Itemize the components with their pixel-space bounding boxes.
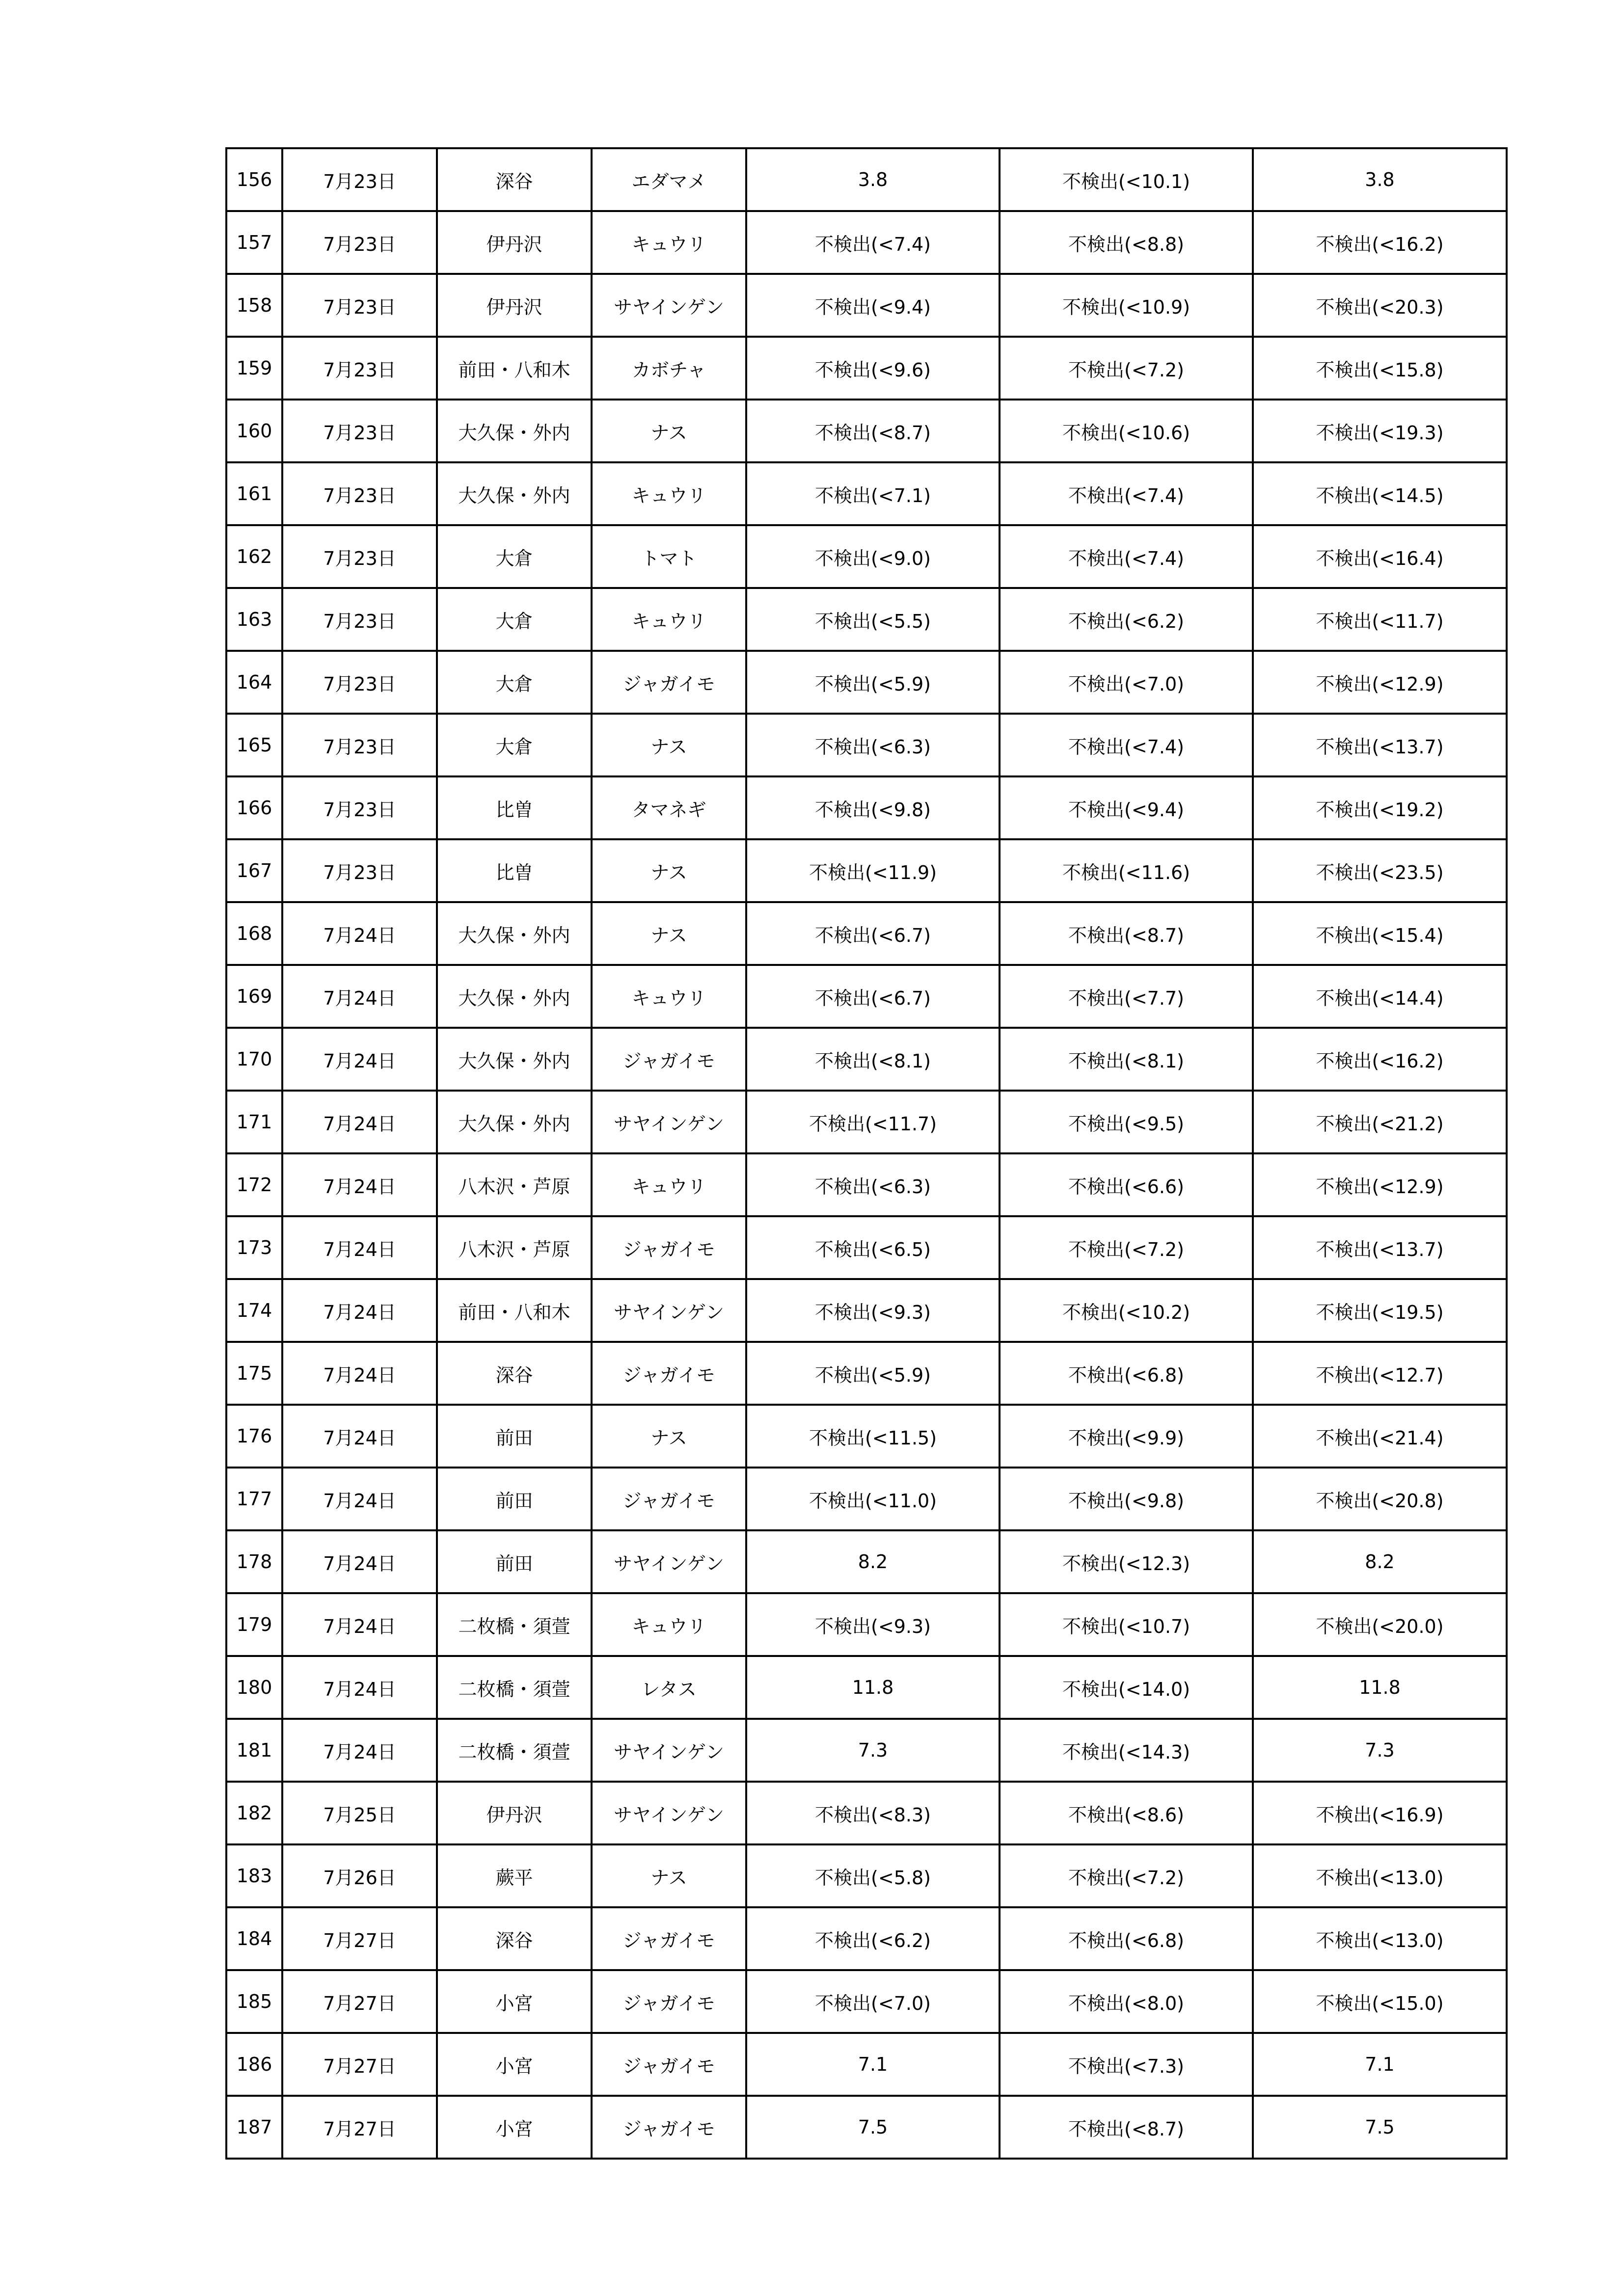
date-cell: 7月24日 [282, 1593, 437, 1656]
value-3-cell: 不検出(<16.2) [1253, 211, 1507, 274]
value-3-cell: 不検出(<20.3) [1253, 274, 1507, 337]
date-cell: 7月27日 [282, 2033, 437, 2096]
value-2-cell: 不検出(<9.9) [1000, 1405, 1253, 1468]
row-number-cell: 163 [226, 588, 282, 651]
value-3-cell: 3.8 [1253, 148, 1507, 211]
value-1-cell: 不検出(<6.3) [746, 714, 1000, 776]
value-3-cell: 不検出(<16.9) [1253, 1782, 1507, 1844]
value-3-cell: 8.2 [1253, 1530, 1507, 1593]
item-cell: ジャガイモ [592, 1970, 746, 2033]
value-1-cell: 不検出(<8.7) [746, 400, 1000, 462]
value-2-cell: 不検出(<11.6) [1000, 839, 1253, 902]
value-2-cell: 不検出(<8.7) [1000, 902, 1253, 965]
table-row [226, 776, 1507, 839]
value-3-cell: 不検出(<12.9) [1253, 1153, 1507, 1216]
row-number-cell: 186 [226, 2033, 282, 2096]
value-2-cell: 不検出(<7.0) [1000, 651, 1253, 714]
table-row [226, 839, 1507, 902]
table-row [226, 1844, 1507, 1907]
value-1-cell: 不検出(<11.9) [746, 839, 1000, 902]
date-cell: 7月24日 [282, 902, 437, 965]
row-number-cell: 159 [226, 337, 282, 400]
date-cell: 7月25日 [282, 1782, 437, 1844]
area-cell: 深谷 [437, 1907, 592, 1970]
row-number-cell: 165 [226, 714, 282, 776]
date-cell: 7月23日 [282, 651, 437, 714]
table-row [226, 525, 1507, 588]
value-2-cell: 不検出(<7.2) [1000, 1844, 1253, 1907]
item-cell: カボチャ [592, 337, 746, 400]
value-1-cell: 不検出(<7.0) [746, 1970, 1000, 2033]
item-cell: トマト [592, 525, 746, 588]
table-row [226, 1970, 1507, 2033]
row-number-cell: 161 [226, 462, 282, 525]
table-row [226, 1907, 1507, 1970]
row-number-cell: 172 [226, 1153, 282, 1216]
row-number-cell: 175 [226, 1342, 282, 1405]
table-row [226, 1468, 1507, 1530]
row-number-cell: 170 [226, 1028, 282, 1091]
item-cell: エダマメ [592, 148, 746, 211]
item-cell: ナス [592, 1844, 746, 1907]
value-3-cell: 不検出(<15.8) [1253, 337, 1507, 400]
item-cell: キュウリ [592, 588, 746, 651]
date-cell: 7月24日 [282, 1468, 437, 1530]
item-cell: ジャガイモ [592, 1468, 746, 1530]
value-1-cell: 不検出(<9.6) [746, 337, 1000, 400]
value-1-cell: 不検出(<6.2) [746, 1907, 1000, 1970]
date-cell: 7月23日 [282, 211, 437, 274]
value-3-cell: 不検出(<23.5) [1253, 839, 1507, 902]
value-2-cell: 不検出(<6.6) [1000, 1153, 1253, 1216]
value-3-cell: 不検出(<20.0) [1253, 1593, 1507, 1656]
value-2-cell: 不検出(<9.8) [1000, 1468, 1253, 1530]
value-1-cell: 不検出(<9.8) [746, 776, 1000, 839]
date-cell: 7月24日 [282, 1216, 437, 1279]
value-3-cell: 不検出(<19.3) [1253, 400, 1507, 462]
value-3-cell: 不検出(<15.0) [1253, 1970, 1507, 2033]
row-number-cell: 173 [226, 1216, 282, 1279]
value-1-cell: 不検出(<7.4) [746, 211, 1000, 274]
table-row [226, 2033, 1507, 2096]
table-row [226, 1782, 1507, 1844]
table-row [226, 400, 1507, 462]
item-cell: ジャガイモ [592, 2096, 746, 2159]
item-cell: サヤインゲン [592, 1530, 746, 1593]
value-2-cell: 不検出(<7.4) [1000, 462, 1253, 525]
value-1-cell: 不検出(<6.3) [746, 1153, 1000, 1216]
row-number-cell: 183 [226, 1844, 282, 1907]
area-cell: 大久保・外内 [437, 1028, 592, 1091]
row-number-cell: 179 [226, 1593, 282, 1656]
date-cell: 7月23日 [282, 776, 437, 839]
value-2-cell: 不検出(<8.6) [1000, 1782, 1253, 1844]
value-3-cell: 7.3 [1253, 1719, 1507, 1782]
area-cell: 八木沢・芦原 [437, 1216, 592, 1279]
item-cell: ジャガイモ [592, 2033, 746, 2096]
item-cell: ジャガイモ [592, 1028, 746, 1091]
row-number-cell: 166 [226, 776, 282, 839]
item-cell: サヤインゲン [592, 1279, 746, 1342]
area-cell: 大久保・外内 [437, 462, 592, 525]
value-1-cell: 不検出(<5.9) [746, 1342, 1000, 1405]
area-cell: 大倉 [437, 525, 592, 588]
table-row [226, 1153, 1507, 1216]
table-row [226, 1279, 1507, 1342]
area-cell: 比曽 [437, 776, 592, 839]
row-number-cell: 164 [226, 651, 282, 714]
row-number-cell: 168 [226, 902, 282, 965]
area-cell: 前田 [437, 1405, 592, 1468]
row-number-cell: 178 [226, 1530, 282, 1593]
area-cell: 大倉 [437, 651, 592, 714]
table-row [226, 1405, 1507, 1468]
value-1-cell: 不検出(<9.0) [746, 525, 1000, 588]
item-cell: サヤインゲン [592, 274, 746, 337]
row-number-cell: 158 [226, 274, 282, 337]
value-3-cell: 不検出(<13.7) [1253, 1216, 1507, 1279]
row-number-cell: 174 [226, 1279, 282, 1342]
area-cell: 深谷 [437, 1342, 592, 1405]
area-cell: 大久保・外内 [437, 965, 592, 1028]
area-cell: 二枚橋・須萱 [437, 1593, 592, 1656]
value-2-cell: 不検出(<10.6) [1000, 400, 1253, 462]
item-cell: ナス [592, 839, 746, 902]
item-cell: タマネギ [592, 776, 746, 839]
value-2-cell: 不検出(<14.3) [1000, 1719, 1253, 1782]
item-cell: サヤインゲン [592, 1091, 746, 1153]
date-cell: 7月23日 [282, 525, 437, 588]
value-1-cell: 3.8 [746, 148, 1000, 211]
item-cell: ナス [592, 714, 746, 776]
area-cell: 伊丹沢 [437, 274, 592, 337]
value-1-cell: 不検出(<11.5) [746, 1405, 1000, 1468]
value-1-cell: 7.1 [746, 2033, 1000, 2096]
date-cell: 7月24日 [282, 1091, 437, 1153]
value-3-cell: 不検出(<21.2) [1253, 1091, 1507, 1153]
row-number-cell: 181 [226, 1719, 282, 1782]
value-2-cell: 不検出(<8.1) [1000, 1028, 1253, 1091]
item-cell: キュウリ [592, 211, 746, 274]
item-cell: ナス [592, 1405, 746, 1468]
value-2-cell: 不検出(<7.2) [1000, 1216, 1253, 1279]
value-1-cell: 不検出(<6.7) [746, 965, 1000, 1028]
item-cell: キュウリ [592, 462, 746, 525]
item-cell: キュウリ [592, 1593, 746, 1656]
value-1-cell: 不検出(<5.9) [746, 651, 1000, 714]
value-2-cell: 不検出(<14.0) [1000, 1656, 1253, 1719]
area-cell: 深谷 [437, 148, 592, 211]
table-row [226, 965, 1507, 1028]
date-cell: 7月24日 [282, 965, 437, 1028]
value-3-cell: 7.5 [1253, 2096, 1507, 2159]
area-cell: 八木沢・芦原 [437, 1153, 592, 1216]
area-cell: 比曽 [437, 839, 592, 902]
value-1-cell: 不検出(<9.3) [746, 1279, 1000, 1342]
value-1-cell: 7.5 [746, 2096, 1000, 2159]
value-3-cell: 7.1 [1253, 2033, 1507, 2096]
table-row [226, 1530, 1507, 1593]
date-cell: 7月23日 [282, 337, 437, 400]
value-3-cell: 不検出(<20.8) [1253, 1468, 1507, 1530]
row-number-cell: 176 [226, 1405, 282, 1468]
item-cell: レタス [592, 1656, 746, 1719]
value-1-cell: 不検出(<8.3) [746, 1782, 1000, 1844]
date-cell: 7月27日 [282, 1970, 437, 2033]
date-cell: 7月24日 [282, 1342, 437, 1405]
value-3-cell: 不検出(<11.7) [1253, 588, 1507, 651]
row-number-cell: 162 [226, 525, 282, 588]
value-1-cell: 8.2 [746, 1530, 1000, 1593]
value-3-cell: 不検出(<14.5) [1253, 462, 1507, 525]
date-cell: 7月23日 [282, 148, 437, 211]
table-row [226, 337, 1507, 400]
table-row [226, 2096, 1507, 2159]
item-cell: ナス [592, 400, 746, 462]
date-cell: 7月24日 [282, 1279, 437, 1342]
table-row [226, 1593, 1507, 1656]
table-row [226, 588, 1507, 651]
area-cell: 前田 [437, 1530, 592, 1593]
table-row [226, 1656, 1507, 1719]
value-3-cell: 不検出(<16.2) [1253, 1028, 1507, 1091]
area-cell: 大倉 [437, 714, 592, 776]
row-number-cell: 169 [226, 965, 282, 1028]
area-cell: 二枚橋・須萱 [437, 1719, 592, 1782]
value-2-cell: 不検出(<6.8) [1000, 1342, 1253, 1405]
area-cell: 大久保・外内 [437, 1091, 592, 1153]
row-number-cell: 156 [226, 148, 282, 211]
date-cell: 7月24日 [282, 1656, 437, 1719]
table-row [226, 902, 1507, 965]
value-1-cell: 不検出(<5.8) [746, 1844, 1000, 1907]
results-table [225, 147, 1508, 2160]
row-number-cell: 167 [226, 839, 282, 902]
value-2-cell: 不検出(<9.4) [1000, 776, 1253, 839]
date-cell: 7月23日 [282, 714, 437, 776]
area-cell: 前田・八和木 [437, 337, 592, 400]
value-3-cell: 不検出(<19.2) [1253, 776, 1507, 839]
table-row [226, 148, 1507, 211]
table-row [226, 1091, 1507, 1153]
value-3-cell: 不検出(<16.4) [1253, 525, 1507, 588]
table-row [226, 1028, 1507, 1091]
area-cell: 蕨平 [437, 1844, 592, 1907]
value-3-cell: 不検出(<15.4) [1253, 902, 1507, 965]
area-cell: 伊丹沢 [437, 1782, 592, 1844]
date-cell: 7月24日 [282, 1153, 437, 1216]
table-row [226, 651, 1507, 714]
value-1-cell: 7.3 [746, 1719, 1000, 1782]
date-cell: 7月24日 [282, 1719, 437, 1782]
date-cell: 7月23日 [282, 588, 437, 651]
date-cell: 7月23日 [282, 462, 437, 525]
table-row [226, 1342, 1507, 1405]
value-2-cell: 不検出(<8.0) [1000, 1970, 1253, 2033]
row-number-cell: 177 [226, 1468, 282, 1530]
date-cell: 7月23日 [282, 839, 437, 902]
value-2-cell: 不検出(<10.7) [1000, 1593, 1253, 1656]
table-row [226, 211, 1507, 274]
item-cell: ジャガイモ [592, 1907, 746, 1970]
value-3-cell: 不検出(<14.4) [1253, 965, 1507, 1028]
item-cell: キュウリ [592, 1153, 746, 1216]
table-row [226, 274, 1507, 337]
date-cell: 7月23日 [282, 400, 437, 462]
date-cell: 7月27日 [282, 1907, 437, 1970]
value-3-cell: 不検出(<13.0) [1253, 1844, 1507, 1907]
value-1-cell: 不検出(<8.1) [746, 1028, 1000, 1091]
item-cell: サヤインゲン [592, 1719, 746, 1782]
value-2-cell: 不検出(<12.3) [1000, 1530, 1253, 1593]
value-3-cell: 不検出(<12.9) [1253, 651, 1507, 714]
value-2-cell: 不検出(<10.9) [1000, 274, 1253, 337]
value-2-cell: 不検出(<10.1) [1000, 148, 1253, 211]
item-cell: ジャガイモ [592, 1342, 746, 1405]
date-cell: 7月24日 [282, 1405, 437, 1468]
row-number-cell: 187 [226, 2096, 282, 2159]
value-1-cell: 不検出(<5.5) [746, 588, 1000, 651]
area-cell: 小宮 [437, 2096, 592, 2159]
table-row [226, 1216, 1507, 1279]
date-cell: 7月24日 [282, 1530, 437, 1593]
value-1-cell: 不検出(<7.1) [746, 462, 1000, 525]
value-1-cell: 不検出(<9.3) [746, 1593, 1000, 1656]
value-3-cell: 11.8 [1253, 1656, 1507, 1719]
value-2-cell: 不検出(<9.5) [1000, 1091, 1253, 1153]
results-table-body [226, 148, 1507, 2159]
area-cell: 大久保・外内 [437, 902, 592, 965]
area-cell: 前田・八和木 [437, 1279, 592, 1342]
value-2-cell: 不検出(<7.4) [1000, 714, 1253, 776]
row-number-cell: 184 [226, 1907, 282, 1970]
value-1-cell: 不検出(<9.4) [746, 274, 1000, 337]
value-2-cell: 不検出(<10.2) [1000, 1279, 1253, 1342]
value-2-cell: 不検出(<8.8) [1000, 211, 1253, 274]
area-cell: 伊丹沢 [437, 211, 592, 274]
area-cell: 大久保・外内 [437, 400, 592, 462]
area-cell: 小宮 [437, 2033, 592, 2096]
value-1-cell: 不検出(<6.7) [746, 902, 1000, 965]
value-2-cell: 不検出(<6.2) [1000, 588, 1253, 651]
value-2-cell: 不検出(<7.4) [1000, 525, 1253, 588]
date-cell: 7月23日 [282, 274, 437, 337]
area-cell: 小宮 [437, 1970, 592, 2033]
row-number-cell: 180 [226, 1656, 282, 1719]
table-row [226, 714, 1507, 776]
date-cell: 7月24日 [282, 1028, 437, 1091]
row-number-cell: 171 [226, 1091, 282, 1153]
item-cell: サヤインゲン [592, 1782, 746, 1844]
row-number-cell: 157 [226, 211, 282, 274]
value-3-cell: 不検出(<19.5) [1253, 1279, 1507, 1342]
date-cell: 7月26日 [282, 1844, 437, 1907]
value-1-cell: 11.8 [746, 1656, 1000, 1719]
value-3-cell: 不検出(<13.7) [1253, 714, 1507, 776]
row-number-cell: 160 [226, 400, 282, 462]
item-cell: ジャガイモ [592, 1216, 746, 1279]
date-cell: 7月27日 [282, 2096, 437, 2159]
value-2-cell: 不検出(<8.7) [1000, 2096, 1253, 2159]
item-cell: ジャガイモ [592, 651, 746, 714]
row-number-cell: 182 [226, 1782, 282, 1844]
value-1-cell: 不検出(<11.0) [746, 1468, 1000, 1530]
item-cell: キュウリ [592, 965, 746, 1028]
value-3-cell: 不検出(<21.4) [1253, 1405, 1507, 1468]
area-cell: 二枚橋・須萱 [437, 1656, 592, 1719]
value-3-cell: 不検出(<12.7) [1253, 1342, 1507, 1405]
value-3-cell: 不検出(<13.0) [1253, 1907, 1507, 1970]
value-2-cell: 不検出(<7.3) [1000, 2033, 1253, 2096]
value-2-cell: 不検出(<7.7) [1000, 965, 1253, 1028]
table-row [226, 1719, 1507, 1782]
value-1-cell: 不検出(<11.7) [746, 1091, 1000, 1153]
value-2-cell: 不検出(<7.2) [1000, 337, 1253, 400]
area-cell: 前田 [437, 1468, 592, 1530]
value-1-cell: 不検出(<6.5) [746, 1216, 1000, 1279]
row-number-cell: 185 [226, 1970, 282, 2033]
area-cell: 大倉 [437, 588, 592, 651]
value-2-cell: 不検出(<6.8) [1000, 1907, 1253, 1970]
table-row [226, 462, 1507, 525]
item-cell: ナス [592, 902, 746, 965]
